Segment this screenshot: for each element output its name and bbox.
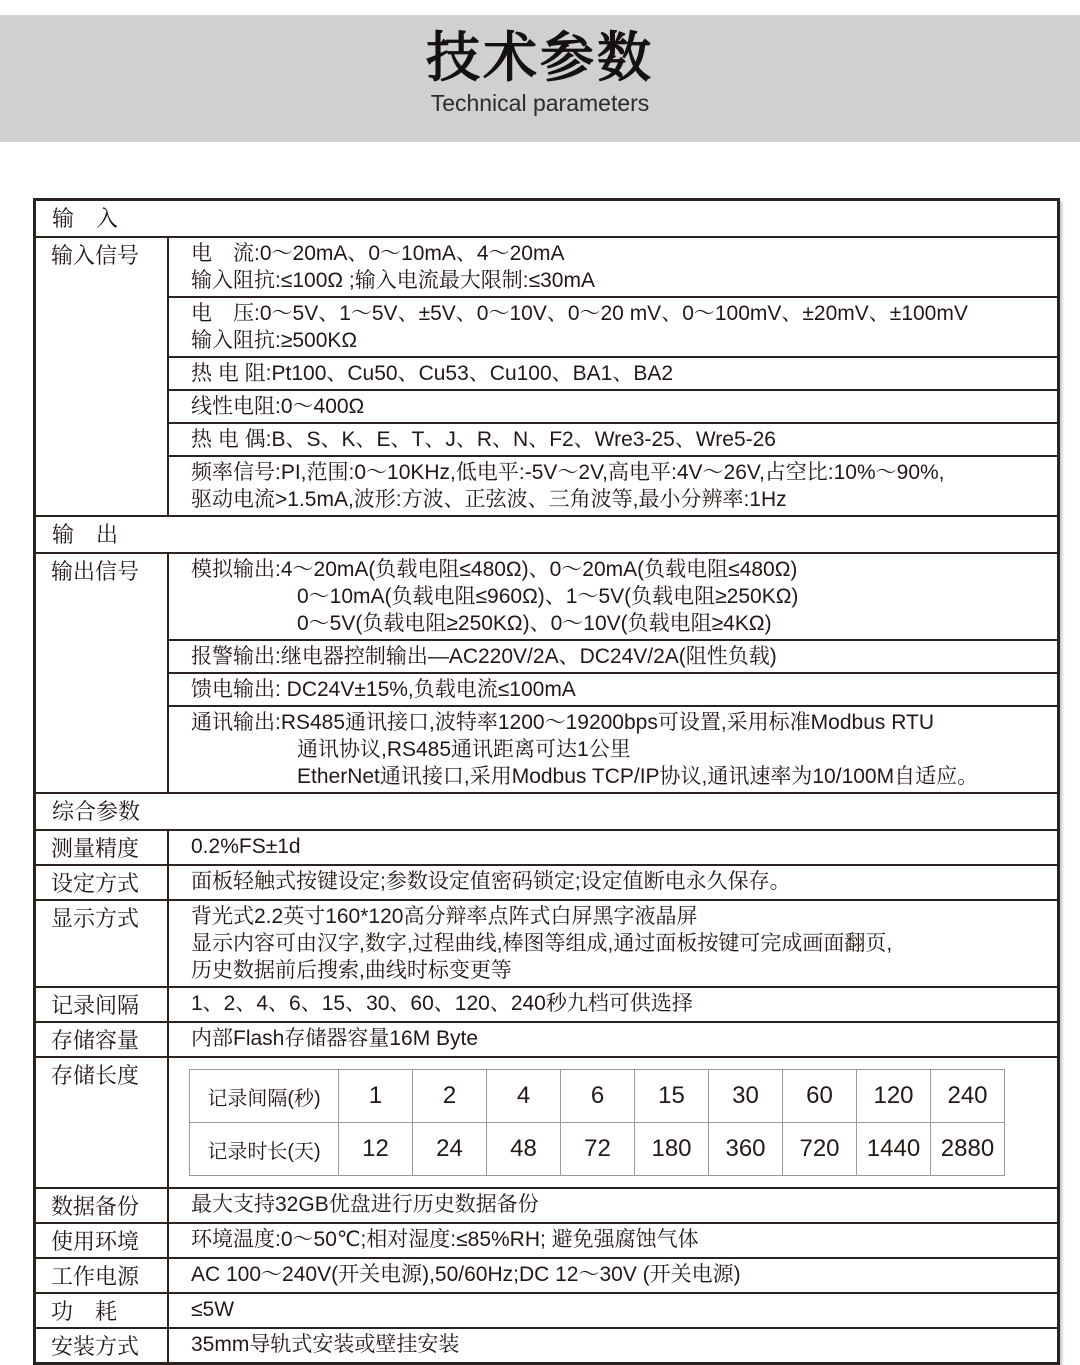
row-label: 存储长度: [36, 1058, 169, 1187]
table-row: [36, 1023, 1057, 1058]
section-row: [36, 794, 1057, 831]
row-content: [169, 1224, 1057, 1257]
storage-value-cell: 180: [635, 1123, 709, 1176]
content-line: 输入阻抗:≥500KΩ: [191, 329, 358, 352]
storage-value-cell: 2880: [931, 1123, 1005, 1176]
row-label: 使用环境: [36, 1224, 169, 1257]
sub-row: [169, 1189, 1057, 1220]
content-line: 报警输出:继电器控制输出—AC220V/2A、DC24V/2A(阻性负载): [191, 645, 777, 668]
row-label: 存储容量: [36, 1023, 169, 1056]
row-content: [169, 554, 1057, 792]
sub-row: [169, 238, 1057, 298]
row-label: 输出信号: [36, 554, 169, 792]
sub-row: [169, 1224, 1057, 1255]
row-label: 输入信号: [36, 238, 169, 515]
content-line: 面板轻触式按键设定;参数设定值密码锁定;设定值断电永久保存。: [191, 870, 791, 893]
sub-row: [169, 554, 1057, 641]
row-content: [169, 831, 1057, 864]
content-line: 模拟输出:4～20mA(负载电阻≤480Ω)、0～20mA(负载电阻≤480Ω): [191, 558, 798, 581]
storage-value-cell: 4: [487, 1070, 561, 1123]
sub-row: [169, 1329, 1057, 1360]
sub-row: [169, 1294, 1057, 1325]
content-line: 线性电阻:0～400Ω: [191, 395, 365, 418]
spec-table: [33, 198, 1060, 1365]
content-line: 输入阻抗:≤100Ω ;输入电流最大限制:≤30mA: [191, 269, 595, 292]
table-row: [36, 901, 1057, 988]
section-row: [36, 517, 1057, 554]
content-line: 历史数据前后搜索,曲线时标变更等: [191, 959, 512, 982]
row-content: [169, 1329, 1057, 1362]
row-label: 功 耗: [36, 1294, 169, 1327]
row-content: [169, 1189, 1057, 1222]
sub-row: [169, 866, 1057, 897]
storage-value-cell: 30: [709, 1070, 783, 1123]
table-row: [36, 1224, 1057, 1259]
title-band: [0, 15, 1080, 142]
page-title: 技术参数: [426, 28, 654, 88]
sub-row: [169, 298, 1057, 358]
content-line: 35mm导轨式安装或壁挂安装: [191, 1333, 460, 1356]
row-content: [169, 901, 1057, 986]
storage-value-cell: 48: [487, 1123, 561, 1176]
content-line: 通讯输出:RS485通讯接口,波特率1200～19200bps可设置,采用标准Modbus RTU: [191, 711, 935, 734]
storage-value-cell: 240: [931, 1070, 1005, 1123]
content-line: 环境温度:0～50℃;相对湿度:≤85%RH; 避免强腐蚀气体: [191, 1228, 699, 1251]
storage-value-cell: 12: [339, 1123, 413, 1176]
row-content: [169, 988, 1057, 1021]
content-line: 热 电 阻:Pt100、Cu50、Cu53、Cu100、BA1、BA2: [191, 362, 674, 385]
storage-value-cell: 72: [561, 1123, 635, 1176]
content-line: 最大支持32GB优盘进行历史数据备份: [191, 1193, 539, 1216]
table-row: [36, 866, 1057, 901]
content-line: 0～10mA(负载电阻≤960Ω)、1～5V(负载电阻≥250KΩ): [297, 585, 799, 608]
sub-row: [169, 391, 1057, 424]
table-row: [36, 1058, 1057, 1189]
content-line: 背光式2.2英寸160*120高分辩率点阵式白屏黑字液晶屏: [191, 905, 698, 928]
storage-header-cell: 记录时长(天): [190, 1123, 339, 1176]
sub-row: [169, 457, 1057, 515]
table-row: [36, 988, 1057, 1023]
section-label: 输 入: [52, 206, 119, 231]
content-line: 电 压:0～5V、1～5V、±5V、0～10V、0～20 mV、0～100mV、±20mV、±100mV: [191, 302, 968, 325]
storage-value-cell: 6: [561, 1070, 635, 1123]
table-row: [36, 238, 1057, 517]
storage-value-cell: 720: [783, 1123, 857, 1176]
sub-row: [169, 988, 1057, 1019]
content-line: 电 流:0～20mA、0～10mA、4～20mA: [191, 242, 565, 265]
storage-value-cell: 24: [413, 1123, 487, 1176]
row-label: 工作电源: [36, 1259, 169, 1292]
row-content: [169, 1259, 1057, 1292]
content-line: EtherNet通讯接口,采用Modbus TCP/IP协议,通讯速率为10/100M自适应。: [297, 765, 979, 788]
storage-value-cell: 1440: [857, 1123, 931, 1176]
row-content: [169, 1058, 1057, 1187]
content-line: 0～5V(负载电阻≥250KΩ)、0～10V(负载电阻≥4KΩ): [297, 612, 772, 635]
sub-row: [169, 901, 1057, 986]
section-label: 输 出: [52, 522, 119, 547]
storage-value-cell: 1: [339, 1070, 413, 1123]
sub-row: [169, 641, 1057, 674]
sub-row: [169, 707, 1057, 792]
table-row: [36, 1189, 1057, 1224]
storage-value-cell: 15: [635, 1070, 709, 1123]
storage-value-cell: 60: [783, 1070, 857, 1123]
storage-table: [189, 1069, 1005, 1176]
content-line: 内部Flash存储器容量16M Byte: [191, 1027, 479, 1050]
sub-row: [169, 424, 1057, 457]
content-line: ≤5W: [191, 1298, 235, 1321]
content-line: 驱动电流>1.5mA,波形:方波、正弦波、三角波等,最小分辨率:1Hz: [191, 488, 787, 511]
row-label: 安装方式: [36, 1329, 169, 1362]
storage-value-cell: 120: [857, 1070, 931, 1123]
row-label: 数据备份: [36, 1189, 169, 1222]
section-label: 综合参数: [52, 799, 141, 824]
sub-row: [169, 358, 1057, 391]
content-line: 通讯协议,RS485通讯距离可达1公里: [297, 738, 631, 761]
content-line: 馈电输出: DC24V±15%,负载电流≤100mA: [191, 678, 576, 701]
storage-table-row: [190, 1070, 1005, 1123]
row-content: [169, 1023, 1057, 1056]
content-line: 1、2、4、6、15、30、60、120、240秒九档可供选择: [191, 992, 693, 1015]
storage-table-wrap: [169, 1058, 1057, 1187]
row-label: 记录间隔: [36, 988, 169, 1021]
page-subtitle: Technical parameters: [430, 90, 650, 116]
sub-row: [169, 1023, 1057, 1054]
row-label: 设定方式: [36, 866, 169, 899]
row-label: 测量精度: [36, 831, 169, 864]
content-line: 0.2%FS±1d: [191, 835, 301, 858]
table-row: [36, 1329, 1057, 1362]
section-row: [36, 201, 1057, 238]
row-content: [169, 238, 1057, 515]
storage-value-cell: 2: [413, 1070, 487, 1123]
sub-row: [169, 831, 1057, 862]
sub-row: [169, 1259, 1057, 1290]
table-row: [36, 1294, 1057, 1329]
row-content: [169, 866, 1057, 899]
content-line: 频率信号:PI,范围:0～10KHz,低电平:-5V～2V,高电平:4V～26V,占空比:10%～90%,: [191, 461, 945, 484]
row-label: 显示方式: [36, 901, 169, 986]
table-row: [36, 831, 1057, 866]
table-row: [36, 554, 1057, 794]
content-line: 显示内容可由汉字,数字,过程曲线,棒图等组成,通过面板按键可完成画面翻页,: [191, 932, 893, 955]
sub-row: [169, 674, 1057, 707]
table-row: [36, 1259, 1057, 1294]
content-line: 热 电 偶:B、S、K、E、T、J、R、N、F2、Wre3-25、Wre5-26: [191, 428, 776, 451]
content-line: AC 100～240V(开关电源),50/60Hz;DC 12～30V (开关电源): [191, 1263, 741, 1286]
storage-table-row: [190, 1123, 1005, 1176]
storage-value-cell: 360: [709, 1123, 783, 1176]
storage-header-cell: 记录间隔(秒): [190, 1070, 339, 1123]
row-content: [169, 1294, 1057, 1327]
